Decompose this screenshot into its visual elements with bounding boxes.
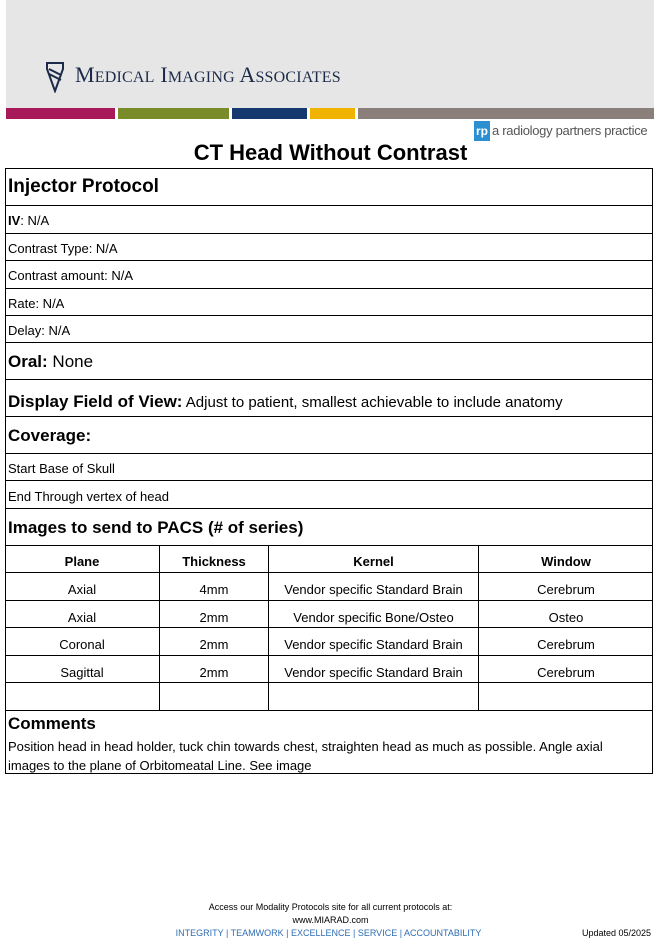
rate-row: Rate: N/A: [5, 289, 653, 316]
cell-kernel: Vendor specific Standard Brain: [269, 656, 479, 683]
separator: |: [223, 928, 231, 938]
table-row: [5, 573, 653, 601]
value-excellence: EXCELLENCE: [290, 928, 351, 938]
column-header-kernel: Kernel: [269, 546, 479, 573]
comments-body: [8, 737, 651, 775]
brand-color-bar-2: [118, 108, 229, 119]
cell-plane: Axial: [5, 601, 160, 628]
cell-kernel: Vendor specific Standard Brain: [269, 628, 479, 655]
coverage-start-row: Start Base of Skull: [5, 454, 653, 481]
footer-access-text: Access our Modality Protocols site for all current protocols at:: [208, 902, 453, 912]
comments-line: Position head in head holder, tuck chin towards chest, straighten head as much as possible. Angle axial: [8, 739, 603, 754]
value-integrity: INTEGRITY: [175, 928, 224, 938]
cell-plane: Sagittal: [5, 656, 160, 683]
table-row: [5, 656, 653, 683]
coverage-end-row: End Through vertex of head: [5, 481, 653, 509]
brand-logo-text: MEDICAL IMAGING ASSOCIATES: [75, 62, 341, 87]
injector-heading: Injector Protocol: [5, 168, 653, 206]
cell-window: Osteo: [548, 610, 584, 625]
contrast-amount-row: Contrast amount: N/A: [5, 261, 653, 289]
cell-thickness: 2mm: [160, 628, 269, 655]
footer-url[interactable]: www.MIARAD.com: [292, 915, 369, 925]
coverage-heading: Coverage:: [5, 417, 653, 454]
oral-row: Oral: None: [5, 343, 653, 380]
delay-row: Delay: N/A: [5, 316, 653, 343]
cell-plane: Coronal: [5, 628, 160, 655]
footer-values: [0, 928, 659, 938]
cell-window: Cerebrum: [537, 637, 595, 652]
column-header-plane: Plane: [5, 546, 160, 573]
cell-kernel: Vendor specific Standard Brain: [269, 573, 479, 600]
brand-color-bar-3: [232, 108, 307, 119]
value-teamwork: TEAMWORK: [230, 928, 284, 938]
column-header-thickness: Thickness: [160, 546, 269, 573]
separator: |: [350, 928, 358, 938]
cell-thickness: 2mm: [160, 656, 269, 683]
cell-thickness: 2mm: [160, 601, 269, 628]
brand-color-bar-1: [6, 108, 115, 119]
cell-window: [479, 683, 653, 710]
cell-plane: [5, 683, 160, 710]
iv-row: IV: N/A: [5, 206, 653, 234]
value-accountability: ACCOUNTABILITY: [404, 928, 482, 938]
pacs-header-row: [5, 546, 653, 573]
pacs-heading: Images to send to PACS (# of series): [5, 509, 653, 546]
table-row: [5, 628, 653, 656]
column-header-window: Window: [541, 554, 591, 569]
partner-text: a radiology partners practice: [492, 123, 648, 138]
cell-window: Cerebrum: [537, 665, 595, 680]
brand-color-bar-4: [310, 108, 355, 119]
cell-kernel: [269, 683, 479, 710]
table-row: [5, 683, 653, 711]
header-band: [6, 0, 654, 108]
cell-thickness: [160, 683, 269, 710]
updated-date: Updated 05/2025: [582, 928, 652, 938]
value-service: SERVICE: [357, 928, 398, 938]
comments-heading: Comments: [8, 714, 96, 733]
dfov-row: Display Field of View: Adjust to patient, smallest achievable to include anatomy: [5, 380, 653, 417]
page-title: CT Head Without Contrast: [193, 140, 468, 165]
shield-logo-icon: [45, 61, 65, 93]
separator: |: [283, 928, 291, 938]
table-row: [5, 601, 653, 628]
contrast-type-row: Contrast Type: N/A: [5, 234, 653, 261]
cell-thickness: 4mm: [160, 573, 269, 600]
rp-logo-icon: rp: [474, 121, 490, 141]
brand-color-bar-5: [358, 108, 654, 119]
separator: |: [397, 928, 405, 938]
cell-window: Cerebrum: [537, 582, 595, 597]
cell-kernel: Vendor specific Bone/Osteo: [269, 601, 479, 628]
comments-line: images to the plane of Orbitomeatal Line. See image: [8, 758, 312, 773]
cell-plane: Axial: [5, 573, 160, 600]
